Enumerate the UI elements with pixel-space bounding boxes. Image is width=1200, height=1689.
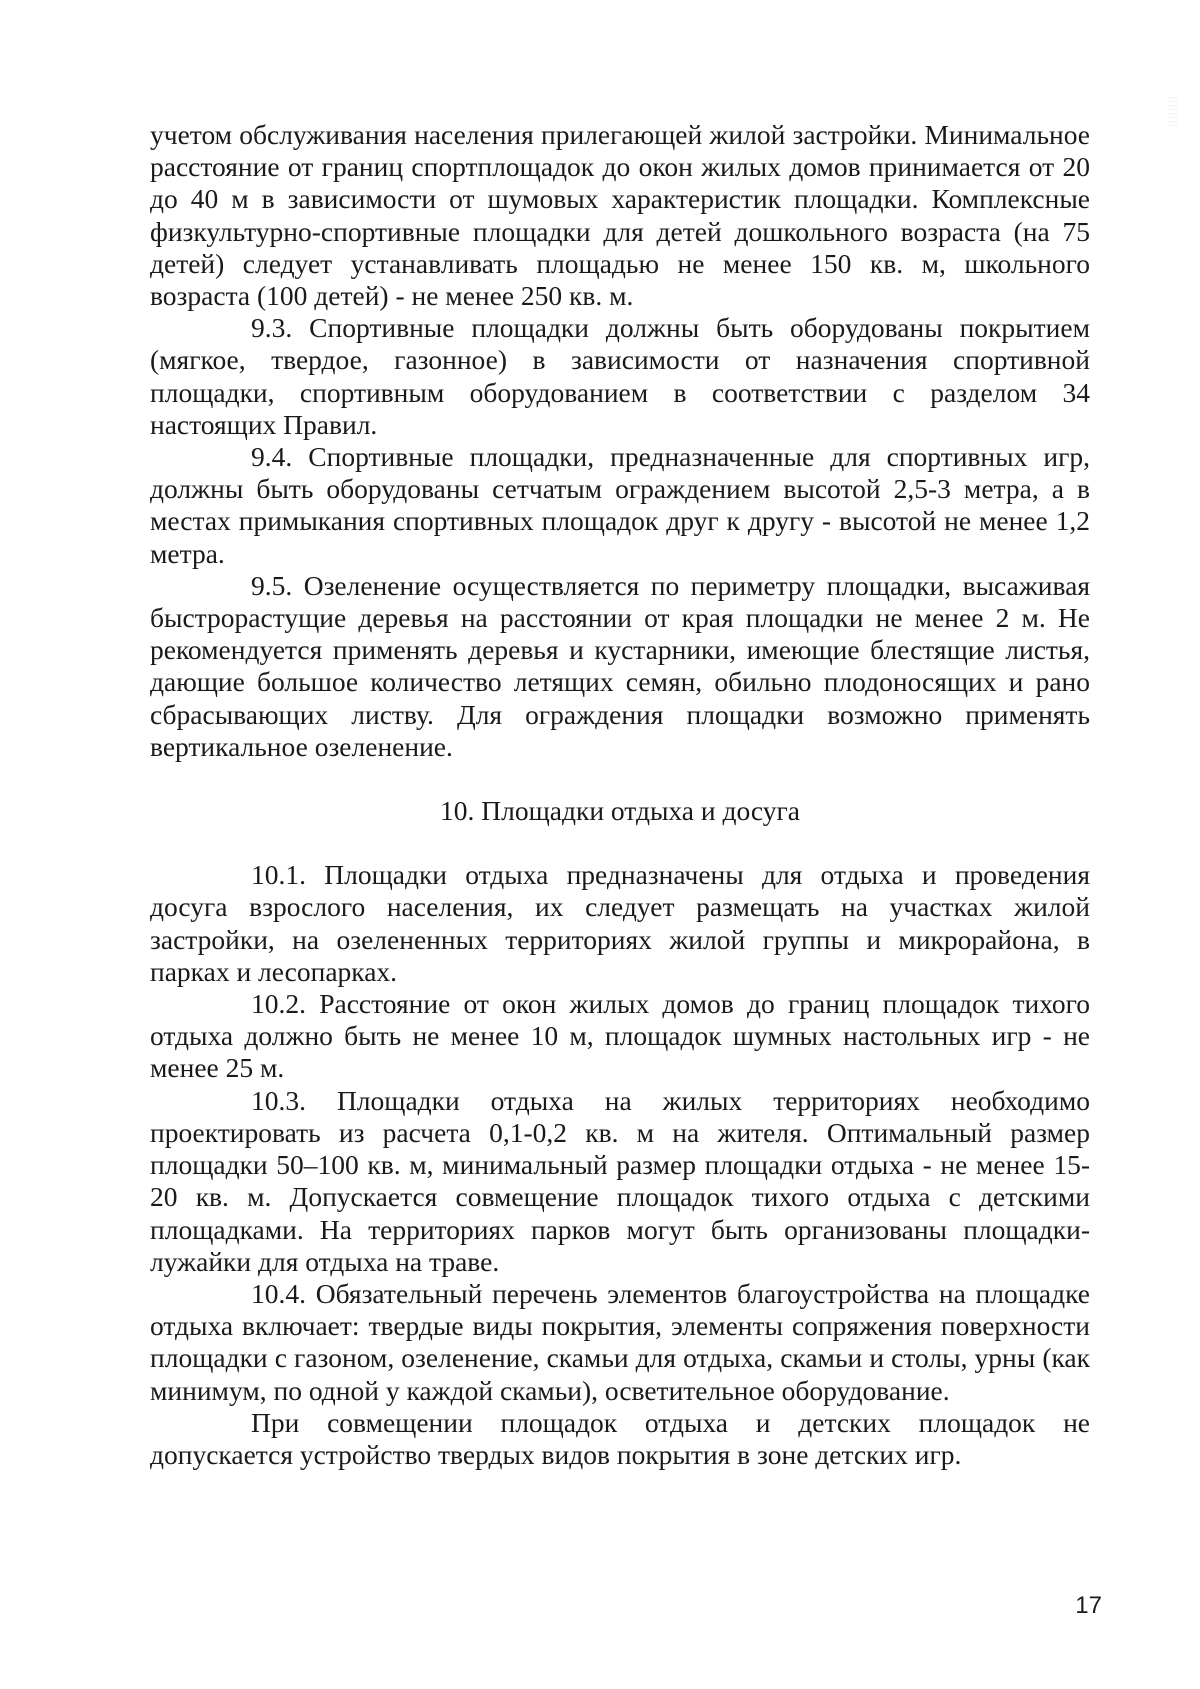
paragraph-10-3: 10.3. Площадки отдыха на жилых территориях необходимо проектировать из расчета 0,1-0,2 кв. м на жителя. Оптимальный размер площадки 50–100 кв. м, минимальный размер площадки отдыха - не менее 15-20 кв. м. Допускается совмещение площадок тихого отдыха с детскими площадками. На территориях парков могут быть организованы площадки-лужайки для отдыха на траве. [150,1084,1090,1277]
paragraph-10-2: 10.2. Расстояние от окон жилых домов до границ площадок тихого отдыха должно быть не менее 10 м, площадок шумных настольных игр - не менее 25 м. [150,988,1090,1084]
paragraph-intro-continued: учетом обслуживания населения прилегающей жилой застройки. Минимальное расстояние от границ спортплощадок до окон жилых домов принимается от 20 до 40 м в зависимости от шумовых характеристик площадки. Комплексные физкультурно-спортивные площадки для детей дошкольного возраста (на 75 детей) следует устанавливать площадью не менее 150 кв. м, школьного возраста (100 детей) - не менее 250 кв. м. [150,119,1090,312]
paragraph-10-4: 10.4. Обязательный перечень элементов благоустройства на площадке отдыха включает: твердые виды покрытия, элементы сопряжения поверхности площадки с газоном, озеленение, скамьи для отдыха, скамьи и столы, урны (как минимум, по одной у каждой скамьи), осветительное оборудование. [150,1277,1090,1406]
scan-edge-mark [1168,96,1178,126]
paragraph-9-5: 9.5. Озеленение осуществляется по периметру площадки, высаживая быстрорастущие деревья на расстоянии от края площадки не менее 2 м. Не рекомендуется применять деревья и кустарники, имеющие блестящие листья, дающие большое количество летящих семян, обильно плодоносящих и рано сбрасывающих листву. Для ограждения площадки возможно применять вертикальное озеленение. [150,569,1090,762]
page-number: 17 [1075,1592,1102,1619]
paragraph-10-1: 10.1. Площадки отдыха предназначены для отдыха и проведения досуга взрослого населения, их следует размещать на участках жилой застройки, на озелененных территориях жилой группы и микрорайона, в парках и лесопарках. [150,859,1090,987]
document-body [150,119,1090,1471]
section-heading: 10. Площадки отдыха и досуга [440,795,800,827]
paragraph-9-4: 9.4. Спортивные площадки, предназначенные для спортивных игр, должны быть оборудованы сетчатым ограждением высотой 2,5-3 метра, а в местах примыкания спортивных площадок друг к другу - высотой не менее 1,2 метра. [150,441,1090,569]
paragraph-10-4-note: При совмещении площадок отдыха и детских площадок не допускается устройство твердых видов покрытия в зоне детских игр. [150,1406,1090,1470]
paragraph-9-3: 9.3. Спортивные площадки должны быть оборудованы покрытием (мягкое, твердое, газонное) в зависимости от назначения спортивной площадки, спортивным оборудованием в соответствии с разделом 34 настоящих Правил. [150,312,1090,440]
